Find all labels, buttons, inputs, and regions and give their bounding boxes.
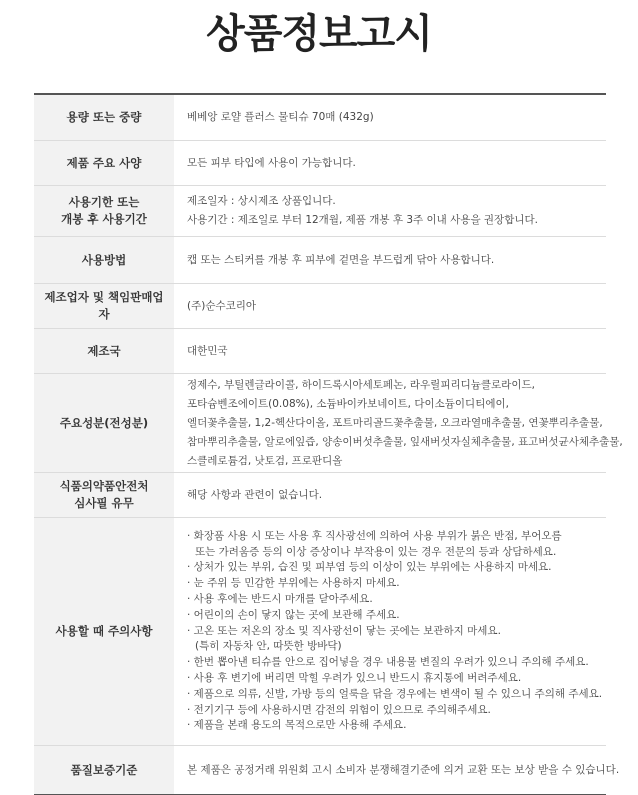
value-line: · 고온 또는 저온의 장소 및 직사광선이 닿는 곳에는 보관하지 마세요.: [187, 624, 501, 637]
value-line: 참마뿌리추출물, 알로에잎즙, 양송이버섯추출물, 잎새버섯자실체추출물, 표고버섯균사체추출물,: [187, 435, 623, 448]
row-value: [174, 374, 633, 472]
table-row-ingredients: [34, 374, 623, 473]
value-line: 본 제품은 공정거래 위원회 고시 소비자 분쟁해결기준에 의거 교환 또는 보상 받을 수 있습니다.: [187, 763, 620, 776]
row-label: 제품 주요 사양: [34, 141, 174, 185]
value-line: 베베앙 로얄 플러스 물티슈 70매 (432g): [187, 111, 374, 123]
table-row-country: [34, 329, 606, 374]
value-line: 모든 피부 타입에 사용이 가능합니다.: [187, 156, 356, 169]
row-label: 사용할 때 주의사항: [34, 518, 174, 745]
value-line: 정제수, 부틸렌글라이콜, 하이드록시아세토페논, 라우릴피리디늄클로라이드,: [187, 378, 535, 391]
value-line: · 제품을 본래 용도의 목적으로만 사용해 주세요.: [187, 719, 407, 732]
value-line: 또는 가려움증 등의 이상 증상이나 부작용이 있는 경우 전문의 등과 상담하세요.: [195, 545, 557, 558]
row-value: [174, 95, 606, 140]
value-line: · 사용 후에는 반드시 마개를 닫아주세요.: [187, 593, 373, 605]
row-value: [174, 518, 612, 745]
value-line: 스클레로튬검, 낫토검, 프로판디올: [187, 454, 343, 467]
row-label: 제조업자 및 책임판매업자: [34, 284, 174, 328]
value-line: · 화장품 사용 시 또는 사용 후 직사광선에 의하여 사용 부위가 붉은 반점, 부어오름: [187, 529, 562, 542]
row-label: 제조국: [34, 329, 174, 373]
row-value: [174, 746, 629, 794]
table-row-cautions: [34, 518, 606, 746]
value-line: · 어린이의 손이 닿지 않는 곳에 보관해 주세요.: [187, 608, 400, 621]
row-label: 품질보증기준: [34, 746, 174, 794]
table-row-spec: [34, 141, 606, 186]
row-value: [174, 284, 606, 328]
table-row-manufacturer: [34, 284, 606, 329]
value-line: · 상처가 있는 부위, 습진 및 피부염 등의 이상이 있는 부위에는 사용하지 마세요.: [187, 561, 552, 574]
value-line: 포타슘벤조에이트(0.08%), 소듐바이카보네이트, 다이소듐이디티에이,: [187, 397, 509, 410]
value-line: · 전기기구 등에 사용하시면 감전의 위험이 있으므로 주의해주세요.: [187, 703, 491, 716]
value-line: 제조일자 : 상시제조 상품입니다.: [187, 195, 336, 207]
value-line: 해당 사항과 관련이 없습니다.: [187, 488, 323, 501]
value-line: 캡 또는 스티커를 개봉 후 피부에 겉면을 부드럽게 닦아 사용합니다.: [187, 253, 495, 266]
row-label: 주요성분(전성분): [34, 374, 174, 472]
row-value: [174, 141, 606, 185]
value-line: 엘더꽃추출물, 1,2-헥산다이올, 포트마리골드꽃추출물, 오크라열매추출물, 연꽃뿌리추출물,: [187, 416, 603, 429]
row-value: [174, 186, 606, 236]
product-info-table: [34, 93, 623, 795]
row-label: 사용방법: [34, 237, 174, 283]
row-value: [174, 329, 606, 373]
table-row-quality-guarantee: [34, 746, 620, 794]
row-label: 사용기한 또는 개봉 후 사용기간: [34, 186, 174, 236]
row-value: [174, 473, 606, 517]
table-row-capacity: [34, 95, 606, 141]
table-row-usage: [34, 237, 606, 284]
value-line: · 한번 뽑아낸 티슈를 안으로 집어넣을 경우 내용물 변질의 우려가 있으니 주의해 주세요.: [187, 656, 589, 669]
page-title: 상품정보고시: [206, 11, 432, 57]
value-line: (주)순수코리아: [187, 299, 257, 312]
row-label: 용량 또는 중량: [34, 95, 174, 140]
value-line: 대한민국: [187, 344, 228, 357]
row-label: 식품의약품안전처 심사필 유무: [34, 473, 174, 517]
value-line: · 사용 후 변기에 버리면 막힐 우려가 있으니 반드시 휴지통에 버려주세요.: [187, 671, 522, 684]
value-line: (특히 자동차 안, 따뜻한 방바닥): [195, 640, 342, 653]
value-line: · 제품으로 의류, 신발, 가방 등의 얼룩을 닦을 경우에는 변색이 될 수 있으니 주의해 주세요.: [187, 687, 603, 700]
value-line: · 눈 주위 등 민감한 부위에는 사용하지 마세요.: [187, 577, 400, 590]
value-line: 사용기간 : 제조일로 부터 12개월, 제품 개봉 후 3주 이내 사용을 권장합니다.: [187, 214, 538, 226]
table-row-expiry: [34, 186, 606, 237]
row-value: [174, 237, 606, 283]
table-row-mfds-review: [34, 473, 606, 518]
